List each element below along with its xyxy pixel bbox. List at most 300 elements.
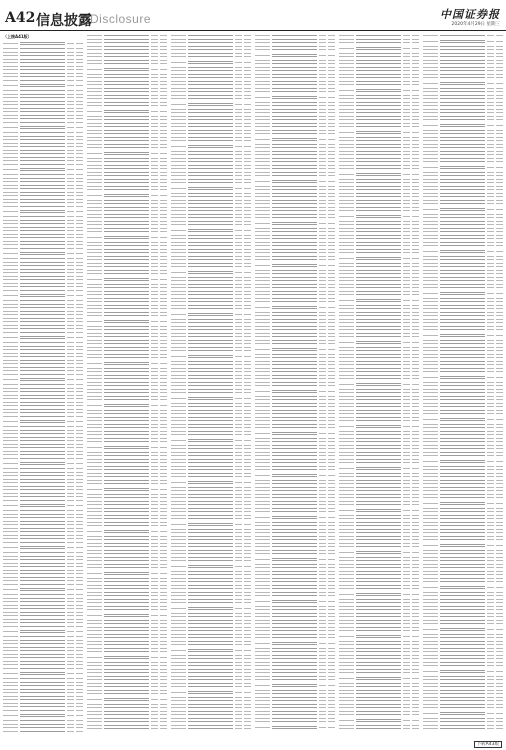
cell-date xyxy=(160,683,167,684)
cell-pos xyxy=(151,489,158,490)
cell-name xyxy=(104,95,149,96)
cell-code xyxy=(171,550,186,551)
cell-code xyxy=(255,200,270,201)
cell-name xyxy=(272,585,317,586)
cell-date xyxy=(76,566,83,567)
cell-name xyxy=(104,539,149,540)
cell-pos xyxy=(151,158,158,159)
cell-code xyxy=(255,490,270,491)
cell-code xyxy=(339,245,354,246)
cell-code xyxy=(3,174,18,175)
cell-date xyxy=(412,277,419,278)
cell-date xyxy=(328,168,335,169)
cell-name xyxy=(104,56,149,57)
cell-date xyxy=(412,158,419,159)
cell-date xyxy=(244,378,251,379)
cell-date xyxy=(160,405,167,406)
cell-code xyxy=(339,77,354,78)
cell-name xyxy=(356,539,401,540)
cell-name xyxy=(20,486,65,487)
cell-date xyxy=(328,693,335,694)
cell-date xyxy=(244,347,251,348)
cell-pos xyxy=(151,427,158,428)
cell-date xyxy=(244,578,251,579)
cell-name xyxy=(104,473,149,474)
cell-date xyxy=(244,627,251,628)
cell-pos xyxy=(403,532,410,533)
cell-pos xyxy=(487,214,494,215)
cell-name xyxy=(188,420,233,421)
cell-name xyxy=(272,186,317,187)
cell-date xyxy=(412,368,419,369)
cell-name xyxy=(20,206,65,207)
cell-pos xyxy=(67,356,74,357)
cell-pos xyxy=(403,662,410,663)
cell-date xyxy=(412,270,419,271)
cell-code xyxy=(171,392,186,393)
cell-pos xyxy=(151,441,158,442)
cell-date xyxy=(244,581,251,582)
cell-code xyxy=(3,80,18,81)
cell-name xyxy=(104,669,149,670)
cell-pos xyxy=(151,186,158,187)
cell-pos xyxy=(235,314,242,315)
cell-name xyxy=(20,608,65,609)
cell-code xyxy=(87,609,102,610)
cell-pos xyxy=(151,291,158,292)
cell-name xyxy=(188,161,233,162)
cell-date xyxy=(412,140,419,141)
cell-date xyxy=(76,391,83,392)
cell-code xyxy=(87,553,102,554)
cell-pos xyxy=(319,130,326,131)
cell-name xyxy=(104,140,149,141)
cell-code xyxy=(87,321,102,322)
cell-pos xyxy=(319,553,326,554)
cell-pos xyxy=(235,585,242,586)
cell-code xyxy=(339,417,354,418)
cell-name xyxy=(20,426,65,427)
cell-date xyxy=(76,524,83,525)
cell-name xyxy=(104,620,149,621)
cell-code xyxy=(171,508,186,509)
cell-code xyxy=(3,318,18,319)
cell-date xyxy=(160,291,167,292)
column-4 xyxy=(255,34,335,734)
cell-code xyxy=(423,196,438,197)
cell-name xyxy=(356,186,401,187)
cell-name xyxy=(356,693,401,694)
cell-code xyxy=(87,676,102,677)
cell-pos xyxy=(235,550,242,551)
cell-date xyxy=(160,714,167,715)
cell-date xyxy=(244,728,251,729)
cell-pos xyxy=(235,210,242,211)
cell-pos xyxy=(487,350,494,351)
cell-date xyxy=(328,511,335,512)
cell-code xyxy=(171,104,186,105)
cell-pos xyxy=(319,522,326,523)
cell-date xyxy=(496,119,503,120)
cell-name xyxy=(440,284,485,285)
cell-code xyxy=(255,70,270,71)
cell-code xyxy=(3,416,18,417)
cell-date xyxy=(76,731,83,732)
cell-date xyxy=(328,543,335,544)
cell-pos xyxy=(67,295,74,296)
cell-code xyxy=(171,217,186,218)
cell-date xyxy=(244,658,251,659)
cell-code xyxy=(171,665,186,666)
table-row xyxy=(255,556,335,563)
cell-date xyxy=(328,175,335,176)
cell-code xyxy=(339,616,354,617)
cell-name xyxy=(104,158,149,159)
cell-date xyxy=(412,116,419,117)
cell-code xyxy=(87,200,102,201)
cell-name xyxy=(188,392,233,393)
cell-date xyxy=(244,284,251,285)
cell-code xyxy=(255,707,270,708)
cell-name xyxy=(356,257,401,260)
cell-pos xyxy=(319,84,326,85)
cell-date xyxy=(160,522,167,523)
cell-pos xyxy=(151,228,158,229)
cell-code xyxy=(255,284,270,285)
cell-name xyxy=(104,194,149,197)
cell-pos xyxy=(487,259,494,260)
cell-date xyxy=(160,98,167,99)
cell-name xyxy=(188,70,233,71)
cell-pos xyxy=(403,216,410,217)
cell-name xyxy=(272,571,317,572)
cell-date xyxy=(160,665,167,666)
cell-pos xyxy=(67,370,74,371)
cell-code xyxy=(171,700,186,701)
cell-pos xyxy=(151,242,158,243)
table-row xyxy=(171,185,251,192)
cell-pos xyxy=(151,259,158,260)
table-row xyxy=(87,192,167,199)
column-3 xyxy=(171,34,251,734)
cell-name xyxy=(272,480,317,481)
cell-pos xyxy=(151,46,158,47)
cell-code xyxy=(87,669,102,670)
cell-date xyxy=(76,395,83,396)
cell-date xyxy=(328,74,335,75)
cell-date xyxy=(160,368,167,369)
cell-date xyxy=(160,347,167,348)
cell-name xyxy=(104,656,149,659)
cell-code xyxy=(87,158,102,159)
cell-date xyxy=(160,350,167,351)
cell-date xyxy=(76,290,83,291)
cell-code xyxy=(423,228,438,229)
cell-pos xyxy=(151,252,158,253)
cell-date xyxy=(160,630,167,631)
cell-code xyxy=(339,312,354,313)
cell-code xyxy=(3,573,18,574)
cell-name xyxy=(20,80,65,81)
cell-pos xyxy=(403,231,410,232)
cell-code xyxy=(171,88,186,89)
cell-pos xyxy=(151,175,158,176)
cell-date xyxy=(160,133,167,134)
cell-pos xyxy=(403,644,410,645)
cell-date xyxy=(412,154,419,155)
cell-name xyxy=(104,354,149,355)
cell-pos xyxy=(67,59,74,60)
cell-name xyxy=(20,300,65,301)
cell-name xyxy=(272,138,317,141)
cell-date xyxy=(412,193,419,194)
cell-code xyxy=(87,606,102,607)
cell-date xyxy=(412,536,419,537)
cell-date xyxy=(160,111,167,112)
cell-name xyxy=(188,417,233,418)
table-row xyxy=(255,94,335,101)
cell-pos xyxy=(67,318,74,319)
cell-name xyxy=(272,214,317,215)
cell-code xyxy=(171,714,186,715)
cell-code xyxy=(171,350,186,351)
cell-pos xyxy=(319,511,326,512)
cell-name xyxy=(20,524,65,525)
table-row xyxy=(87,234,167,241)
cell-pos xyxy=(319,595,326,596)
cell-code xyxy=(87,53,102,54)
cell-name xyxy=(20,388,65,389)
cell-code xyxy=(423,158,438,159)
cell-pos xyxy=(319,448,326,449)
cell-pos xyxy=(235,238,242,239)
cell-date xyxy=(76,535,83,536)
cell-code xyxy=(87,585,102,586)
cell-date xyxy=(328,494,335,495)
cell-name xyxy=(356,392,401,393)
cell-pos xyxy=(403,39,410,40)
cell-pos xyxy=(151,81,158,82)
cell-code xyxy=(255,357,270,358)
cell-pos xyxy=(403,529,410,530)
cell-date xyxy=(244,403,251,404)
cell-date xyxy=(328,704,335,705)
cell-code xyxy=(339,406,354,407)
cell-date xyxy=(496,203,503,204)
cell-code xyxy=(87,501,102,502)
cell-code xyxy=(171,728,186,729)
cell-name xyxy=(104,105,149,106)
cell-code xyxy=(3,458,18,459)
cell-pos xyxy=(67,657,74,658)
cell-date xyxy=(244,427,251,428)
cell-name xyxy=(356,319,401,320)
cell-pos xyxy=(151,69,158,70)
cell-pos xyxy=(67,619,74,620)
cell-date xyxy=(76,353,83,354)
cell-name xyxy=(272,508,317,509)
cell-pos xyxy=(151,546,158,547)
cell-date xyxy=(76,692,83,693)
cell-name xyxy=(440,280,485,281)
cell-pos xyxy=(487,242,494,243)
cell-pos xyxy=(487,116,494,117)
cell-code xyxy=(171,718,186,719)
cell-code xyxy=(3,283,18,284)
cell-name xyxy=(440,266,485,267)
table-rows xyxy=(87,34,167,731)
cell-pos xyxy=(67,146,74,147)
cell-pos xyxy=(235,543,242,544)
cell-pos xyxy=(319,217,326,218)
cell-date xyxy=(160,427,167,428)
cell-date xyxy=(160,158,167,159)
cell-pos xyxy=(403,648,410,649)
cell-name xyxy=(356,448,401,449)
cell-code xyxy=(255,193,270,194)
cell-name xyxy=(104,469,149,470)
cell-name xyxy=(440,88,485,89)
cell-code xyxy=(3,559,18,560)
cell-date xyxy=(244,413,251,414)
cell-date xyxy=(160,63,167,64)
cell-date xyxy=(76,454,83,455)
cell-date xyxy=(412,300,419,301)
cell-pos xyxy=(151,326,158,327)
cell-name xyxy=(188,217,233,218)
cell-date xyxy=(412,350,419,351)
cell-date xyxy=(160,489,167,490)
cell-pos xyxy=(403,242,410,243)
cell-code xyxy=(87,266,102,267)
cell-name xyxy=(356,60,401,61)
cell-date xyxy=(160,455,167,456)
cell-code xyxy=(339,662,354,663)
cell-code xyxy=(3,248,18,249)
cell-code xyxy=(255,139,270,140)
cell-name xyxy=(188,406,233,407)
cell-date xyxy=(160,494,167,495)
cell-code xyxy=(255,676,270,677)
cell-pos xyxy=(235,130,242,131)
cell-date xyxy=(328,322,335,323)
cell-pos xyxy=(67,325,74,326)
cell-code xyxy=(255,123,270,124)
cell-pos xyxy=(319,571,326,572)
cell-name xyxy=(20,185,65,186)
cell-code xyxy=(171,252,186,253)
cell-pos xyxy=(67,391,74,392)
cell-code xyxy=(87,489,102,490)
cell-pos xyxy=(403,329,410,330)
cell-code xyxy=(423,256,438,257)
cell-code xyxy=(87,237,102,238)
cell-code xyxy=(87,350,102,351)
cell-code xyxy=(255,91,270,92)
cell-code xyxy=(171,440,186,441)
cell-pos xyxy=(151,42,158,43)
cell-code xyxy=(87,599,102,600)
cell-name xyxy=(272,399,317,400)
cell-code xyxy=(171,375,186,376)
cell-name xyxy=(440,137,485,138)
cell-name xyxy=(356,602,401,603)
cell-code xyxy=(423,98,438,99)
cell-code xyxy=(171,518,186,519)
cell-name xyxy=(188,88,233,89)
cell-code xyxy=(3,479,18,480)
cell-pos xyxy=(319,714,326,715)
cell-name xyxy=(20,647,65,648)
cell-name xyxy=(188,329,233,330)
cell-date xyxy=(76,211,83,212)
cell-code xyxy=(171,658,186,659)
cell-name xyxy=(356,501,401,502)
cell-name xyxy=(356,284,401,285)
cell-pos xyxy=(403,305,410,306)
cell-code xyxy=(255,112,270,113)
cell-pos xyxy=(319,385,326,386)
cell-name xyxy=(188,578,233,579)
cell-name xyxy=(272,655,317,656)
cell-code xyxy=(339,700,354,701)
cell-date xyxy=(412,354,419,355)
table-row xyxy=(87,696,167,703)
cell-date xyxy=(412,336,419,337)
cell-date xyxy=(76,727,83,728)
cell-name xyxy=(356,651,401,652)
cell-code xyxy=(87,497,102,498)
cell-name xyxy=(188,431,233,432)
cell-name xyxy=(188,238,233,239)
cell-name xyxy=(188,364,233,365)
cell-pos xyxy=(319,349,326,350)
cell-name xyxy=(20,153,65,154)
cell-date xyxy=(412,690,419,691)
cell-date xyxy=(160,725,167,726)
table-row xyxy=(255,598,335,605)
cell-name xyxy=(272,81,317,82)
continuation-note: （上接A41版） xyxy=(3,34,32,39)
cell-pos xyxy=(235,686,242,687)
cell-code xyxy=(171,466,186,467)
cell-date xyxy=(76,97,83,98)
cell-pos xyxy=(151,669,158,670)
cell-pos xyxy=(403,468,410,469)
cell-code xyxy=(171,35,186,36)
cell-date xyxy=(160,434,167,435)
cell-code xyxy=(171,431,186,432)
cell-code xyxy=(339,132,354,133)
cell-pos xyxy=(319,168,326,169)
cell-date xyxy=(412,627,419,628)
cell-pos xyxy=(319,455,326,456)
cell-date xyxy=(412,245,419,246)
table-row xyxy=(171,227,251,234)
cell-code xyxy=(171,546,186,547)
cell-pos xyxy=(487,112,494,113)
cell-name xyxy=(20,59,65,60)
cell-date xyxy=(412,263,419,264)
cell-name xyxy=(356,728,401,729)
cell-pos xyxy=(487,357,494,358)
cell-name xyxy=(20,420,65,423)
cell-code xyxy=(3,668,18,669)
cell-code xyxy=(87,291,102,292)
cell-code xyxy=(87,546,102,547)
cell-date xyxy=(244,623,251,624)
cell-date xyxy=(328,669,335,670)
